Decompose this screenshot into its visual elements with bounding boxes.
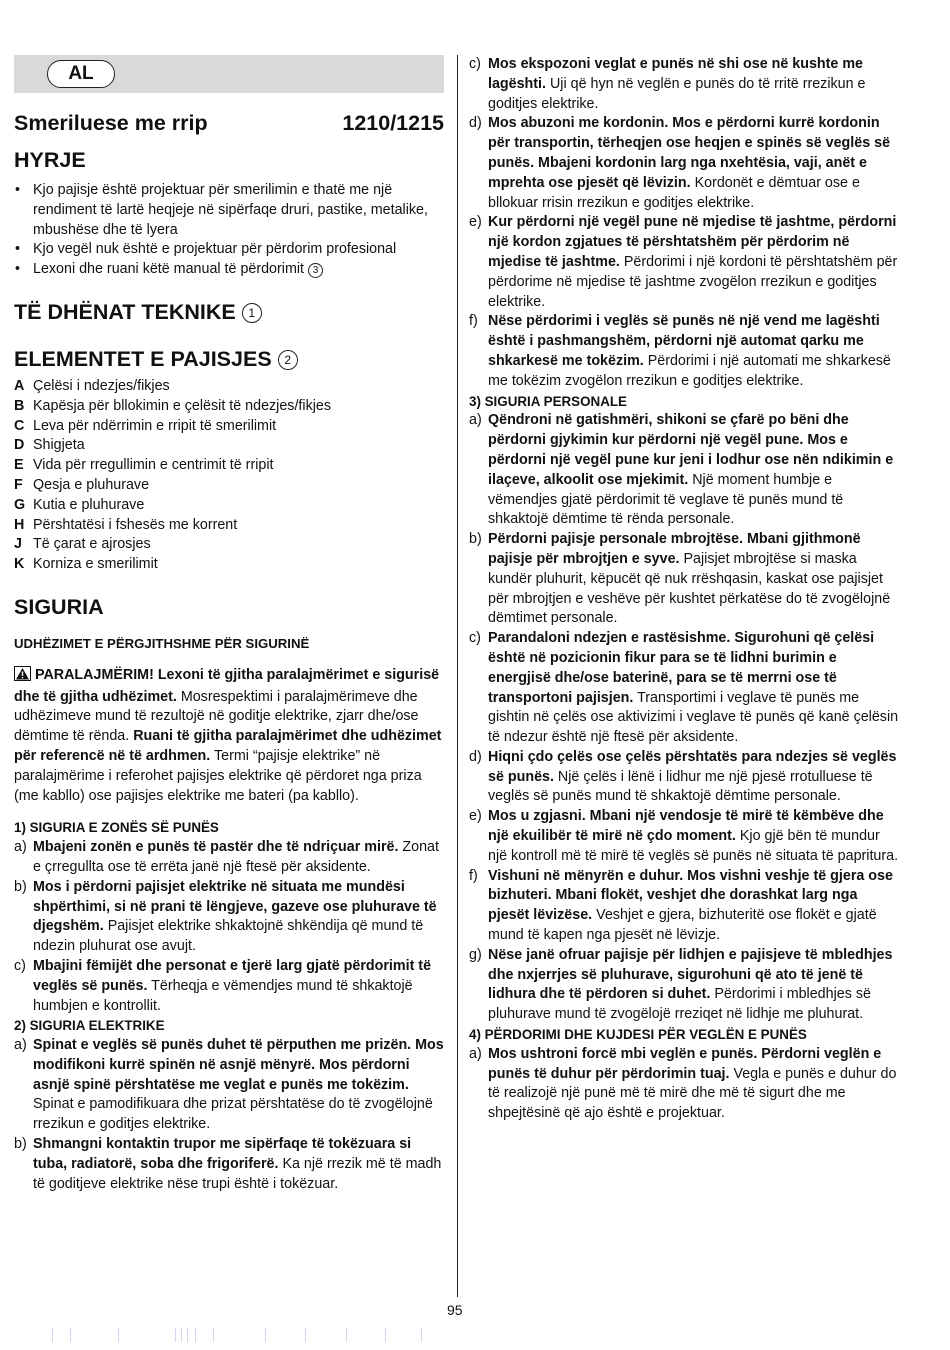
part-item: H Përshtatësi i fshesës me korrent [14, 516, 238, 533]
part-item: B Kapësja për bllokimin e çelësit të ndezjes/fikjes [14, 397, 332, 414]
model-number: 1210/1215 [342, 111, 444, 135]
warning-paragraph: PARALAJMËRIM! Lexoni të gjitha paralajmërimet e sigurisë dhe të gjitha udhëzimet. Mosrespektimi i paralajmërimeve dhe udhëzimeve mund të rezultojë në goditje elektrike, zjarr dhe/ose dëmtime të rënda. Ruani të gjitha paralajmërimet dhe udhëzimet për referencë në të ardhmen. Termi “pajisje elektrike” në paralajmërime i referohet pajisjes elektrike që përdoret nga priza (me kabllo) ose pajisjes elektrike me bateri (pa kabllo). [14, 666, 442, 804]
intro-bullet: • Kjo pajisje është projektuar për smerilimin e thatë me një rendiment të lartë heqjeje në sipërfaqe druri, pastike, metalike, mbushëse dhe të lyera [14, 181, 444, 240]
safety-item: g) Nëse janë ofruar pajisje për lidhjen e pajisjeve të mbledhjes dhe nxjerrjes së pluhurave, sigurohuni që ato të jenë të lidhura dhe të përdoren si duhet. Përdorimi i mbledhjes së pluhurave mund të zvogëlojë rreziqet në lidhje me pluhurat. [469, 946, 893, 1023]
general-safety-heading: UDHËZIMET E PËRGJITHSHME PËR SIGURINË [14, 635, 310, 651]
safety-item: b) Shmangni kontaktin trupor me sipërfaqe të tokëzuara si tuba, radiatorë, soba dhe frigoriferë. Ka një rrezik më të madh të goditjeve elektrike nëse trupi është i tokëzuar. [14, 1136, 442, 1192]
safety-item: b) Mos i përdorni pajisjet elektrike në situata me mundësi shpërthimi, si në prani të lëngjeve, gazeve ose pluhurave të djegshëm. Pajisjet elektrike shkaktojnë shkëndija që mund të ndezin pluhurat ose avujt. [14, 878, 437, 955]
part-item: G Kutia e pluhurave [14, 496, 145, 513]
safety-item: f) Nëse përdorimi i veglës së punës në një vend me lagështi është i pashmangshëm, përdorni një automat qarku me shkarkesë me tokëzim. Përdorimi i një automati me shkarkesë me tokëzim zvogëlon rrezikun e goditjes elektrike. [469, 313, 891, 389]
personal-safety-heading: 3) SIGURIA PERSONALE [469, 393, 627, 409]
registration-marks [0, 1326, 950, 1346]
left-column [14, 55, 444, 1194]
part-item: D Shigjeta [14, 437, 85, 454]
right-column [469, 55, 901, 1124]
safety-item: a) Spinat e veglës së punës duhet të përputhen me prizën. Mos modifikoni kurrë spinën në asnjë mënyrë. Mos përdorni asnjë spinë përshtatëse me veglat e punës me tokëzim. Spinat e pamodifikuara dhe prizat përshtatëse do të zvogëlojnë rrezikun e goditjes elektrike. [14, 1037, 444, 1133]
figure-ref-2: 2 [278, 350, 298, 370]
heading-hyrje: HYRJE [14, 148, 86, 172]
heading-elements: ELEMENTET E PAJISJES 2 [14, 344, 444, 374]
parts-list [14, 377, 444, 575]
safety-item: e) Kur përdorni një vegël pune në mjedise të jashtme, përdorni një kordon zgjatues të përshtatshëm për përdorim në mjedise të jashtme. Përdorimi i një kordoni të përshtatshëm për përdorime në mjedise të jashtme zvogëlon rrezikun e goditjes elektrike. [469, 214, 898, 310]
safety-item: a) Mos ushtroni forcë mbi veglën e punës. Përdorni veglën e punës të duhur për përdorimin tuaj. Vegla e punës e duhur do të realizojë një punë më të mirë dhe më të sigurt dhe me shpejtësinë që ajo është e projektuar. [469, 1045, 897, 1122]
intro-bullet-list [14, 181, 444, 280]
part-item: K Korniza e smerilimit [14, 556, 158, 573]
figure-ref-1: 1 [242, 303, 262, 323]
part-item: A Çelësi i ndezjes/fikjes [14, 377, 170, 394]
part-item: E Vida për rregullimin e centrimit të rripit [14, 457, 274, 474]
intro-bullet: • Lexoni dhe ruani këtë manual të përdorimit 3 [14, 260, 444, 280]
part-item: C Leva për ndërrimin e rripit të smerilimit [14, 417, 277, 434]
part-item: J Të çarat e ajrosjes [14, 536, 151, 553]
heading-technical-data: TË DHËNAT TEKNIKE 1 [14, 297, 444, 327]
tool-use-care-heading: 4) PËRDORIMI DHE KUJDESI PËR VEGLËN E PUNËS [469, 1027, 807, 1043]
heading-siguria: SIGURIA [14, 594, 104, 619]
safety-item: f) Vishuni në mënyrën e duhur. Mos vishni veshje të gjera ose bizhuteri. Mbani flokët, veshjet dhe dorashkat larg nga pjesët lëvizëse. Veshjet e gjera, bizhuteritë ose flokët e gjatë mund të kapen nga pjesët në lëvizje. [469, 867, 893, 944]
product-title-row [14, 108, 444, 138]
safety-item: b) Përdorni pajisje personale mbrojtëse. Mbani gjithmonë pajisje për mbrojtjen e syve. Pajisjet mbrojtëse si maska kundër pluhurit, këpucët që nuk rrëshqasin, kaskat ose pajisjet për mbrojtjen e veshëve për kushtet përkatëse do të zvogëlojnë dëmtimet personale. [469, 531, 891, 627]
intro-bullet: • Kjo vegël nuk është e projektuar për përdorim profesional [14, 240, 444, 260]
safety-item: d) Hiqni çdo çelës ose çelës përshtatës para ndezjes së veglës së punës. Një çelës i lënë i lidhur me një pjesë rrotulluese të veglës së punës mund të shkaktojë dëmtime personale. [469, 748, 897, 805]
page-number: 95 [447, 1302, 463, 1318]
safety-item: e) Mos u zgjasni. Mbani një vendosje të mirë të këmbëve dhe një ekuilibër të mirë në çdo moment. Kjo gjë bën të mundur një kontroll më të mirë të veglës së punës në situata të papritura. [469, 808, 899, 864]
safety-item: a) Qëndroni në gatishmëri, shikoni se çfarë po bëni dhe përdorni gjykimin kur përdorni një vegël pune. Mos e përdorni një vegël pune kur jeni i lodhur ose nën ndikimin e ilaçeve, alkoolit ose mjekimit. Një moment humbje e vëmendjes gjatë përdorimit të veglave të punës mund të shkaktojë dëmtime të rënda personale. [469, 412, 894, 528]
language-bar [14, 55, 444, 93]
column-divider [457, 55, 458, 1297]
language-badge: AL [47, 60, 115, 88]
safety-item: c) Parandaloni ndezjen e rastësishme. Sigurohuni që çelësi është në pozicionin fikur para se të lidhni burimin e energjisë dhe/ose baterinë, para se të merrni ose të transportoni pajisjen. Transportimi i veglave të punës me gishtin në çelës ose aktivizimi i veglave të punës që kanë çelësin të ndezur është një ftesë për aksidente. [469, 630, 899, 746]
product-title: Smeriluese me rrip [14, 111, 208, 135]
safety-item: d) Mos abuzoni me kordonin. Mos e përdorni kurrë kordonin për transportin, tërheqjen ose heqjen e spinës së veglës së punës. Mbajeni kordonin larg nga nxehtësia, vaji, anët e mprehta ose pjesët që lëvizin. Kordonët e dëmtuar ose e bllokuar rrisin rrezikun e goditjes elektrike. [469, 115, 891, 211]
figure-ref-3: 3 [308, 263, 323, 278]
work-area-safety-heading: 1) SIGURIA E ZONËS SË PUNËS [14, 820, 219, 836]
electrical-safety-heading: 2) SIGURIA ELEKTRIKE [14, 1018, 165, 1034]
safety-item: c) Mos ekspozoni veglat e punës në shi ose në kushte me lagështi. Uji që hyn në veglën e punës do të rritë rrezikun e goditjes elektrike. [469, 56, 866, 112]
safety-item: a) Mbajeni zonën e punës të pastër dhe të ndriçuar mirë. Zonat e çrregullta ose të errëta janë një ftesë për aksidente. [14, 839, 439, 875]
safety-item: c) Mbajini fëmijët dhe personat e tjerë larg gjatë përdorimit të veglës së punës. Tërheqja e vëmendjes mund të shkaktojë humbjen e kontrollit. [14, 957, 432, 1014]
warning-triangle-icon [14, 666, 31, 688]
part-item: F Qesja e pluhurave [14, 476, 150, 493]
